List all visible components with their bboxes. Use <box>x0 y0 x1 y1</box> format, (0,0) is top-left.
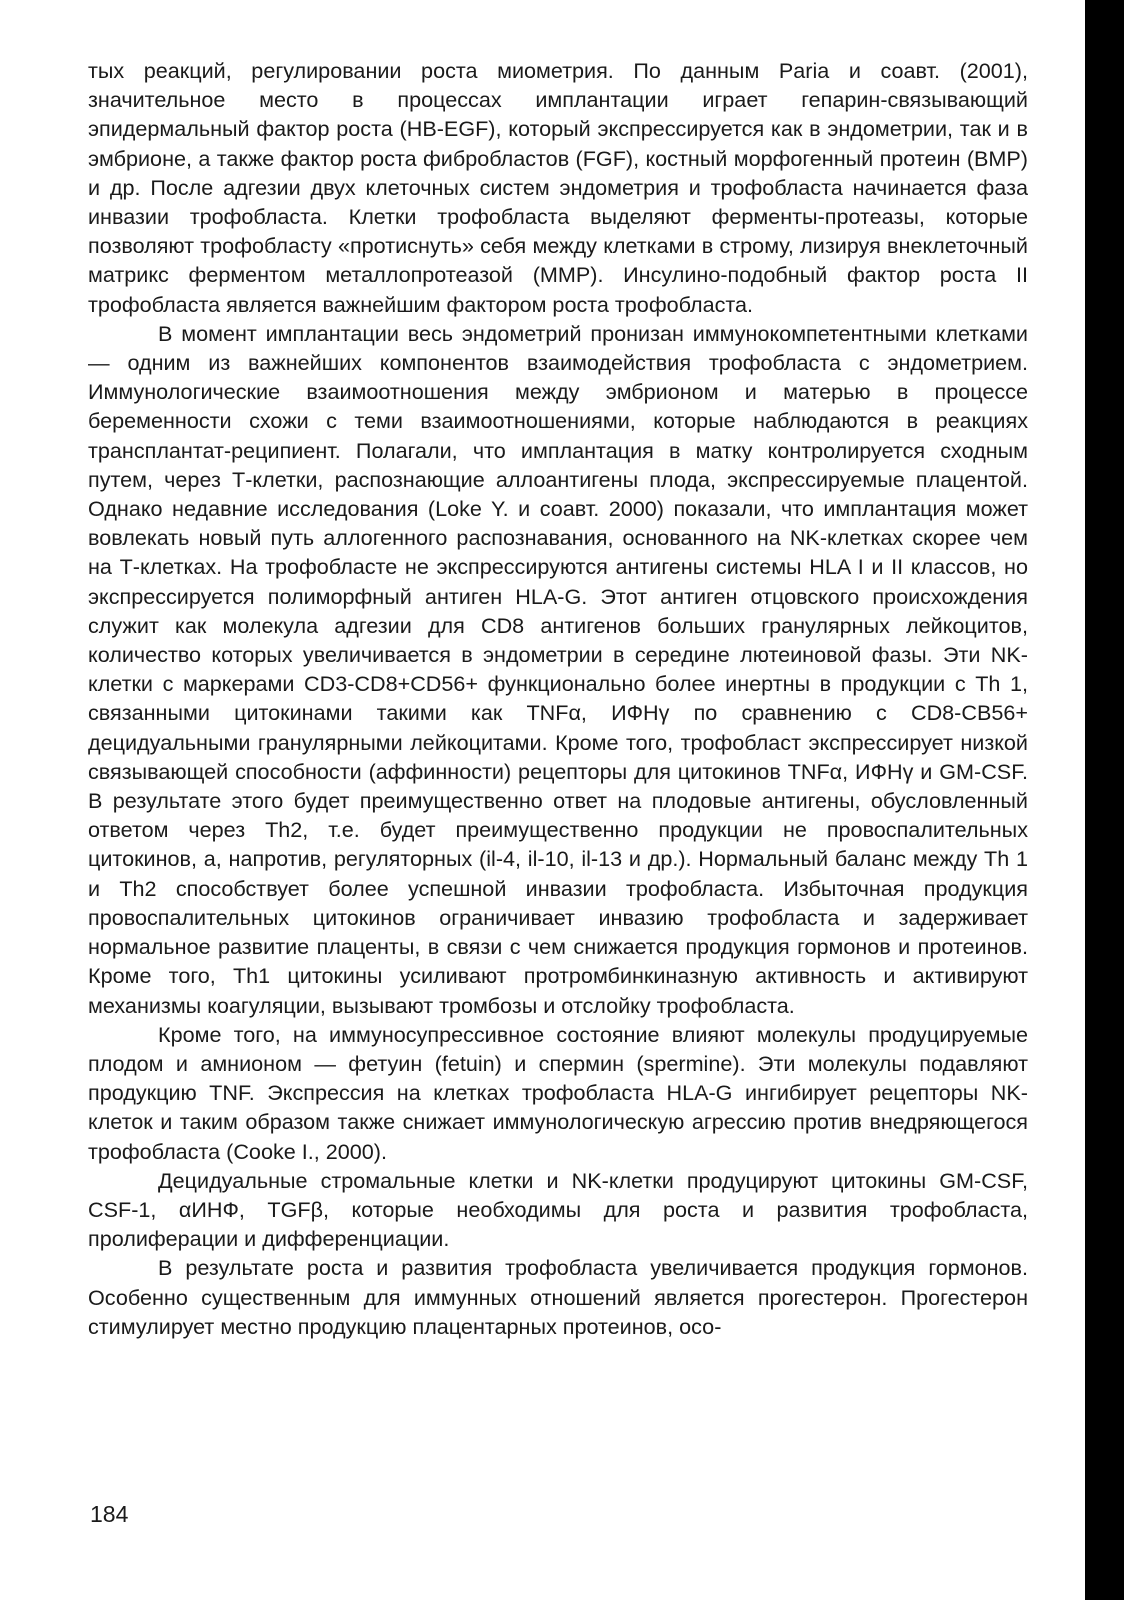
paragraph-5: В результате роста и развития трофобласта увеличивается продукция гормонов. Особенно существенным для иммунных отношений является прогестерон. Прогестерон стимулирует местно продукцию плацентарных протеинов, осо- <box>88 1255 1028 1339</box>
paragraph-1: тых реакций, регулировании роста миометрия. По данным Paria и соавт. (2001), значительное место в процессах имплантации играет гепарин-связывающий эпидермальный фактор роста (HB-EGF), который экспрессируется как в эндометрии, так и в эмбрионе, а также фактор роста фибробластов (FGF), костный морфогенный протеин (BMP) и др. После адгезии двух клеточных систем эндометрия и трофобласта начинается фаза инвазии трофобласта. Клетки трофобласта выделяют ферменты-протеазы, которые позволяют трофобласту «протиснуть» себя между клетками в строму, лизируя внеклеточный матрикс ферментом металлопротеазой (MMP). Инсулино-подобный фактор роста II трофобласта является важнейшим фактором роста трофобласта. <box>88 58 1028 317</box>
page-text <box>88 56 1028 1341</box>
paragraph-4: Децидуальные стромальные клетки и NK-клетки продуцируют цитокины GM-CSF, CSF-1, αИНФ, TGFβ, которые необходимы для роста и развития трофобласта, пролиферации и дифференциации. <box>88 1167 1028 1252</box>
page-number: 184 <box>90 1501 129 1527</box>
paragraph-2: В момент имплантации весь эндометрий пронизан иммунокомпетентными клетками — одним из важнейших компонентов взаимодействия трофобласта с эндометрием. Иммунологические взаимоотношения между эмбрионом и матерью в процессе беременности схожи с теми взаимоотношениями, которые наблюдаются в реакциях трансплантат-реципиент. Полагали, что имплантация в матку контролируется сходным путем, через Т-клетки, распознающие аллоантигены плода, экспрессируемые плацентой. Однако недавние исследования (Loke Y. и соавт. 2000) показали, что имплантация может вовлекать новый путь аллогенного распознавания, основанного на NK-клетках скорее чем на Т-клетках. На трофобласте не экспрессируются антигены системы HLA I и II классов, но экспрессируется полиморфный антиген HLA-G. Этот антиген отцовского происхождения служит как молекула адгезии для CD8 антигенов больших гранулярных лейкоцитов, количество которых увеличивается в эндометрии в середине лютеиновой фазы. Эти NK-клетки с маркерами CD3-CD8+CD56+ функционально более инертны в продукции с Th 1, связанными цитокинами такими как TNFα, ИФНγ по сравнению с CD8-CB56+ децидуальными гранулярными лейкоцитами. Кроме того, трофобласт экспрессирует низкой связывающей способности (аффинности) рецепторы для цитокинов TNFα, ИФНγ и GM-CSF. В результате этого будет преимущественно ответ на плодовые антигены, обусловленный ответом через Th2, т.е. будет преимущественно продукции не провоспалительных цитокинов, а, напротив, регуляторных (il-4, il-10, il-13 и др.). Нормальный баланс между Th 1 и Th2 способствует более успешной инвазии трофобласта. Избыточная продукция провоспалительных цитокинов ограничивает инвазию трофобласта и задерживает нормальное развитие плаценты, в связи с чем снижается продукция гормонов и протеинов. Кроме того, Th1 цитокины усиливают протромбинкиназную активность и активируют механизмы коагуляции, вызывают тромбозы и отслойку трофобласта. <box>88 320 1028 1018</box>
paragraph-3: Кроме того, на иммуносупрессивное состояние влияют молекулы продуцируемые плодом и амнионом — фетуин (fetuin) и спермин (spermine). Эти молекулы подавляют продукцию TNF. Экспрессия на клетках трофобласта HLA-G ингибирует рецепторы NK-клеток и таким образом также снижает иммунологическую агрессию против внедряющегося трофобласта (Cooke I., 2000). <box>88 1021 1028 1164</box>
scan-edge-bar <box>1085 0 1124 1600</box>
